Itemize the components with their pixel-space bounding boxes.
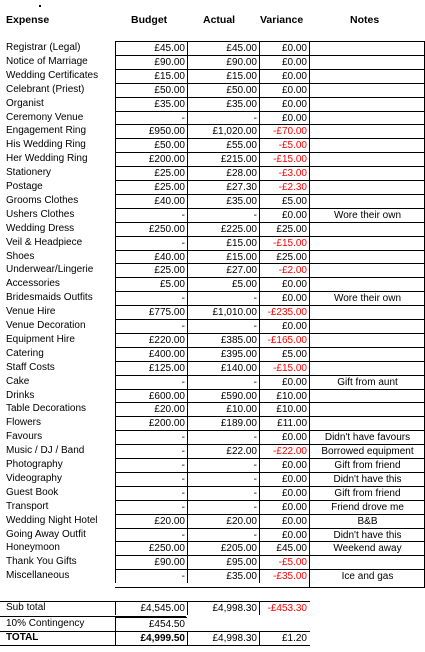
expense-cell: Favours — [6, 431, 43, 443]
actual-cell: £45.00 — [187, 41, 259, 55]
actual-cell: £35.00 — [187, 194, 259, 208]
notes-cell — [309, 361, 425, 375]
table-row — [0, 250, 425, 264]
total-actual: £4,998.30 — [187, 631, 259, 645]
notes-cell: Wore their own — [309, 291, 425, 305]
budget-cell: £20.00 — [115, 514, 187, 528]
budget-cell: £35.00 — [115, 97, 187, 111]
notes-cell — [309, 277, 425, 291]
actual-cell: - — [187, 319, 259, 333]
actual-cell: - — [187, 430, 259, 444]
expense-cell: Grooms Clothes — [6, 194, 79, 206]
notes-cell: Didn't have this — [309, 528, 425, 542]
notes-cell — [309, 41, 425, 55]
variance-cell: £0.00 — [259, 514, 309, 528]
expense-cell: Ceremony Venue — [6, 111, 84, 123]
actual-cell: £35.00 — [187, 97, 259, 111]
notes-cell — [309, 222, 425, 236]
expense-cell: Underwear/Lingerie — [6, 264, 94, 276]
actual-cell: - — [187, 528, 259, 542]
expense-cell: Venue Hire — [6, 306, 56, 318]
table-row — [0, 83, 425, 97]
actual-cell: £10.00 — [187, 402, 259, 416]
contingency-divider — [0, 616, 186, 617]
notes-cell — [309, 166, 425, 180]
variance-cell: -£5.00 — [259, 138, 309, 152]
actual-cell: £35.00 — [187, 569, 259, 583]
variance-cell: -£15.00 — [259, 361, 309, 375]
table-row — [0, 41, 425, 55]
table-row — [0, 319, 425, 333]
expense-cell: Drinks — [6, 389, 35, 401]
variance-cell: -£15.00 — [259, 152, 309, 166]
variance-cell: £0.00 — [259, 97, 309, 111]
variance-cell: -£5.00 — [259, 555, 309, 569]
actual-cell: £90.00 — [187, 55, 259, 69]
notes-cell — [309, 180, 425, 194]
table-row — [0, 375, 425, 389]
actual-cell: £27.30 — [187, 180, 259, 194]
actual-cell: - — [187, 472, 259, 486]
expense-cell: Celebrant (Priest) — [6, 83, 85, 95]
variance-cell: -£2.30 — [259, 180, 309, 194]
subtotal-divider — [0, 601, 310, 602]
budget-cell: £40.00 — [115, 250, 187, 264]
actual-cell: £55.00 — [187, 138, 259, 152]
variance-cell: £0.00 — [259, 111, 309, 125]
expense-cell: Stationery — [6, 167, 52, 179]
budget-cell: £15.00 — [115, 69, 187, 83]
actual-cell: £395.00 — [187, 347, 259, 361]
budget-cell: £90.00 — [115, 55, 187, 69]
contingency-label: 10% Contingency — [6, 618, 85, 629]
expense-cell: Table Decorations — [6, 403, 87, 415]
budget-cell: - — [115, 111, 187, 125]
variance-cell: £0.00 — [259, 528, 309, 542]
expense-cell: Bridesmaids Outfits — [6, 292, 93, 304]
actual-cell: - — [187, 208, 259, 222]
expense-cell: Organist — [6, 97, 44, 109]
table-row — [0, 569, 425, 583]
variance-cell: £0.00 — [259, 486, 309, 500]
budget-cell: £250.00 — [115, 541, 187, 555]
notes-cell — [309, 263, 425, 277]
budget-cell: - — [115, 291, 187, 305]
budget-cell: - — [115, 375, 187, 389]
budget-cell: £400.00 — [115, 347, 187, 361]
table-row — [0, 97, 425, 111]
expense-cell: Engagement Ring — [6, 125, 87, 137]
header-actual: Actual — [203, 14, 236, 26]
actual-cell: - — [187, 111, 259, 125]
actual-cell: £215.00 — [187, 152, 259, 166]
actual-cell: £20.00 — [187, 514, 259, 528]
actual-cell: £385.00 — [187, 333, 259, 347]
budget-cell: £775.00 — [115, 305, 187, 319]
notes-cell — [309, 124, 425, 138]
actual-cell: £5.00 — [187, 277, 259, 291]
variance-cell: £10.00 — [259, 389, 309, 403]
variance-cell: -£2.00 — [259, 263, 309, 277]
actual-cell: - — [187, 375, 259, 389]
table-row — [0, 486, 425, 500]
column-border — [309, 41, 310, 587]
total-variance: £1.20 — [259, 631, 309, 645]
variance-cell: -£235.00 — [259, 305, 309, 319]
budget-cell: - — [115, 444, 187, 458]
budget-cell: - — [115, 430, 187, 444]
expense-cell: Accessories — [6, 278, 60, 290]
expense-cell: Equipment Hire — [6, 333, 75, 345]
budget-cell: £220.00 — [115, 333, 187, 347]
actual-cell: £1,010.00 — [187, 305, 259, 319]
variance-cell: £5.00 — [259, 347, 309, 361]
table-row — [0, 444, 425, 458]
actual-cell: £27.00 — [187, 263, 259, 277]
table-row — [0, 291, 425, 305]
actual-cell: £15.00 — [187, 69, 259, 83]
notes-cell — [309, 389, 425, 403]
total-divider — [0, 631, 310, 632]
budget-cell: £25.00 — [115, 263, 187, 277]
total-bottom-rule — [0, 645, 310, 646]
notes-cell — [309, 250, 425, 264]
notes-cell — [309, 347, 425, 361]
subtotal-actual: £4,998.30 — [187, 601, 259, 615]
total-row — [0, 631, 425, 645]
notes-cell — [309, 194, 425, 208]
notes-cell — [309, 152, 425, 166]
table-row — [0, 541, 425, 555]
table-row — [0, 416, 425, 430]
contingency-row — [0, 617, 425, 631]
header-notes: Notes — [350, 14, 380, 26]
actual-cell: - — [187, 458, 259, 472]
table-row — [0, 263, 425, 277]
notes-cell — [309, 333, 425, 347]
variance-cell: £0.00 — [259, 472, 309, 486]
variance-cell: £25.00 — [259, 250, 309, 264]
table-row — [0, 305, 425, 319]
budget-cell: £20.00 — [115, 402, 187, 416]
notes-cell: Ice and gas — [309, 569, 425, 583]
budget-cell: £90.00 — [115, 555, 187, 569]
variance-cell: £0.00 — [259, 500, 309, 514]
budget-cell: - — [115, 528, 187, 542]
expense-cell: Cake — [6, 375, 30, 387]
table-row — [0, 208, 425, 222]
expense-cell: Going Away Outfit — [6, 528, 86, 540]
total-budget: £4,999.50 — [115, 631, 187, 645]
budget-cell: - — [115, 486, 187, 500]
table-row — [0, 458, 425, 472]
variance-cell: £0.00 — [259, 319, 309, 333]
variance-cell: £0.00 — [259, 55, 309, 69]
budget-cell: £200.00 — [115, 416, 187, 430]
budget-cell: £250.00 — [115, 222, 187, 236]
budget-cell: £25.00 — [115, 180, 187, 194]
notes-cell: Didn't have this — [309, 472, 425, 486]
budget-cell: £5.00 — [115, 277, 187, 291]
subtotal-row — [0, 601, 425, 615]
table-row — [0, 514, 425, 528]
actual-cell: £15.00 — [187, 250, 259, 264]
variance-cell: £5.00 — [259, 194, 309, 208]
actual-cell: £22.00 — [187, 444, 259, 458]
actual-cell: £95.00 — [187, 555, 259, 569]
expense-cell: Guest Book — [6, 486, 59, 498]
expense-cell: Flowers — [6, 417, 42, 429]
expense-cell: Wedding Night Hotel — [6, 514, 98, 526]
variance-cell: -£22.00 — [259, 444, 309, 458]
budget-cell: £950.00 — [115, 124, 187, 138]
notes-cell — [309, 305, 425, 319]
budget-cell: £125.00 — [115, 361, 187, 375]
table-row — [0, 472, 425, 486]
actual-cell: £50.00 — [187, 83, 259, 97]
budget-cell: - — [115, 500, 187, 514]
notes-cell: Wore their own — [309, 208, 425, 222]
variance-cell: £0.00 — [259, 375, 309, 389]
variance-cell: £10.00 — [259, 402, 309, 416]
table-row — [0, 138, 425, 152]
total-label: TOTAL — [6, 632, 39, 643]
budget-cell: - — [115, 236, 187, 250]
contingency-budget: £454.50 — [115, 617, 187, 631]
budget-cell: - — [115, 208, 187, 222]
variance-cell: -£165.00 — [259, 333, 309, 347]
table-row — [0, 277, 425, 291]
variance-cell: £0.00 — [259, 291, 309, 305]
variance-cell: £0.00 — [259, 41, 309, 55]
variance-cell: £11.00 — [259, 416, 309, 430]
variance-cell: £0.00 — [259, 69, 309, 83]
budget-cell: - — [115, 319, 187, 333]
actual-cell: - — [187, 291, 259, 305]
table-row — [0, 389, 425, 403]
table-row — [0, 111, 425, 125]
table-row — [0, 236, 425, 250]
actual-cell: £590.00 — [187, 389, 259, 403]
expense-cell: Photography — [6, 459, 63, 470]
expense-cell: Wedding Certificates — [6, 69, 99, 81]
actual-cell: £1,020.00 — [187, 124, 259, 138]
budget-cell: - — [115, 458, 187, 472]
notes-cell: Gift from aunt — [309, 375, 425, 389]
table-row — [0, 500, 425, 514]
budget-cell: £50.00 — [115, 138, 187, 152]
budget-cell: £45.00 — [115, 41, 187, 55]
subtotal-variance: -£453.30 — [259, 601, 309, 615]
table-row — [0, 55, 425, 69]
notes-cell — [309, 111, 425, 125]
budget-cell: £600.00 — [115, 389, 187, 403]
table-row — [0, 166, 425, 180]
notes-cell — [309, 236, 425, 250]
variance-cell: £0.00 — [259, 430, 309, 444]
header-expense: Expense — [6, 14, 50, 26]
expense-cell: Venue Decoration — [6, 320, 86, 331]
notes-cell — [309, 416, 425, 430]
expense-cell: Shoes — [6, 250, 35, 262]
notes-cell — [309, 138, 425, 152]
notes-cell — [309, 97, 425, 111]
actual-cell: £28.00 — [187, 166, 259, 180]
expense-cell: Honeymoon — [6, 542, 60, 554]
table-row — [0, 69, 425, 83]
expense-cell: Veil & Headpiece — [6, 236, 83, 248]
expense-cell: Ushers Clothes — [6, 208, 75, 220]
notes-cell — [309, 55, 425, 69]
header-variance: Variance — [260, 14, 304, 26]
expense-cell: Wedding Dress — [6, 222, 75, 234]
actual-cell: £205.00 — [187, 541, 259, 555]
expense-cell: Catering — [6, 347, 44, 359]
expense-cell: Registrar (Legal) — [6, 42, 81, 53]
table-row — [0, 180, 425, 194]
actual-cell: £15.00 — [187, 236, 259, 250]
subtotal-budget: £4,545.00 — [115, 601, 187, 615]
notes-cell: Weekend away — [309, 541, 425, 555]
notes-cell: Borrowed equipment — [309, 444, 425, 458]
notes-cell — [309, 402, 425, 416]
variance-cell: £0.00 — [259, 83, 309, 97]
header-budget: Budget — [131, 14, 168, 26]
expense-cell: Music / DJ / Band — [6, 445, 85, 457]
expense-cell: Notice of Marriage — [6, 55, 88, 67]
subtotal-label: Sub total — [6, 602, 46, 613]
notes-cell: Didn't have favours — [309, 430, 425, 444]
budget-cell: £40.00 — [115, 194, 187, 208]
expense-cell: Transport — [6, 500, 49, 512]
budget-cell: £200.00 — [115, 152, 187, 166]
table-row — [0, 124, 425, 138]
variance-cell: -£70.00 — [259, 124, 309, 138]
notes-cell — [309, 69, 425, 83]
expense-cell: His Wedding Ring — [6, 139, 86, 151]
variance-cell: £0.00 — [259, 208, 309, 222]
table-row — [0, 347, 425, 361]
variance-cell: £0.00 — [259, 277, 309, 291]
table-row — [0, 402, 425, 416]
expense-cell: Her Wedding Ring — [6, 153, 88, 165]
variance-cell: -£3.00 — [259, 166, 309, 180]
notes-cell — [309, 319, 425, 333]
expense-cell: Miscellaneous — [6, 570, 70, 582]
table-row — [0, 152, 425, 166]
notes-cell: Gift from friend — [309, 486, 425, 500]
variance-cell: £45.00 — [259, 541, 309, 555]
variance-cell: -£35.00 — [259, 569, 309, 583]
variance-cell: £0.00 — [259, 458, 309, 472]
expense-cell: Thank You Gifts — [6, 556, 77, 568]
table-row — [0, 555, 425, 569]
expense-cell: Staff Costs — [6, 361, 55, 373]
variance-cell: -£15.00 — [259, 236, 309, 250]
table-row — [0, 430, 425, 444]
table-row — [0, 222, 425, 236]
notes-cell: Gift from friend — [309, 458, 425, 472]
notes-cell: Friend drove me — [309, 500, 425, 514]
expense-cell: Videography — [6, 472, 62, 484]
variance-cell: £25.00 — [259, 222, 309, 236]
table-row — [0, 361, 425, 375]
budget-cell: £25.00 — [115, 166, 187, 180]
table-row — [0, 194, 425, 208]
expense-cell: Postage — [6, 181, 43, 192]
notes-cell: B&B — [309, 514, 425, 528]
budget-cell: - — [115, 472, 187, 486]
budget-cell: - — [115, 569, 187, 583]
notes-cell — [309, 83, 425, 97]
stray-mark — [39, 5, 41, 7]
notes-cell — [309, 555, 425, 569]
actual-cell: £225.00 — [187, 222, 259, 236]
actual-cell: £189.00 — [187, 416, 259, 430]
actual-cell: - — [187, 500, 259, 514]
budget-cell: £50.00 — [115, 83, 187, 97]
table-bottom-rule — [115, 587, 425, 588]
table-row — [0, 528, 425, 542]
table-row — [0, 333, 425, 347]
actual-cell: £140.00 — [187, 361, 259, 375]
actual-cell: - — [187, 486, 259, 500]
